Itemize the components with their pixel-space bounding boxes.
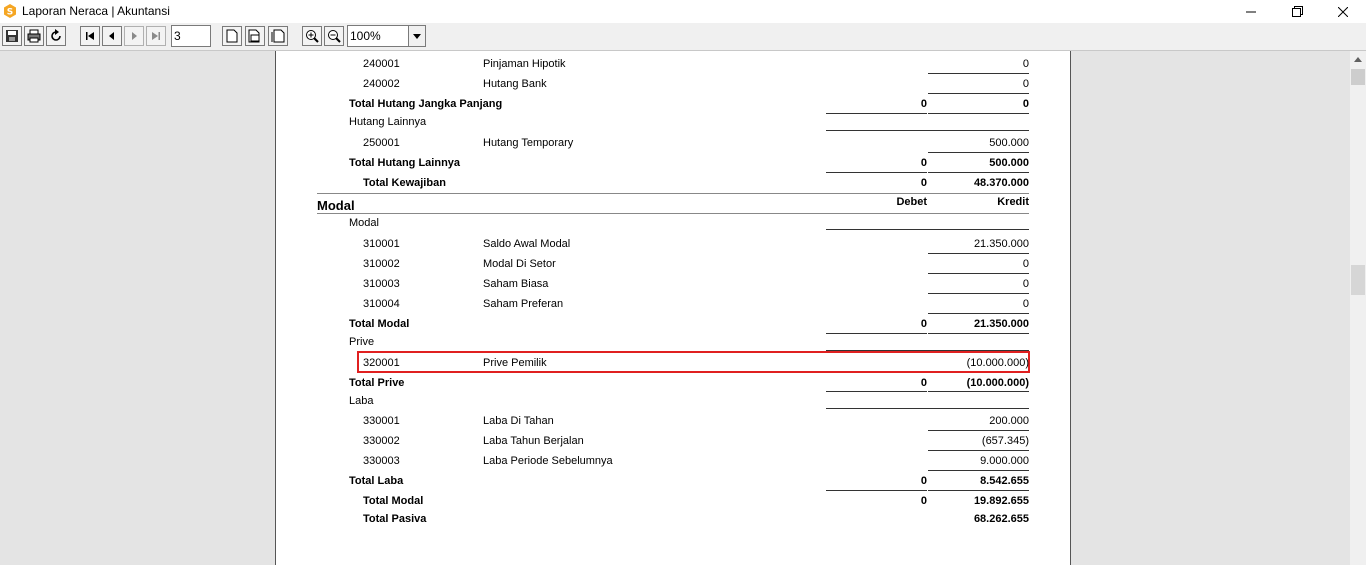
account-name: Laba Tahun Berjalan: [483, 435, 584, 447]
account-code: 240001: [363, 58, 400, 70]
kredit-value: (657.345): [981, 435, 1029, 447]
debet-value: 0: [920, 157, 927, 169]
previous-page-button[interactable]: [102, 26, 122, 46]
account-name: Modal Di Setor: [483, 258, 556, 270]
underline: [928, 172, 1029, 173]
debet-value: 0: [920, 98, 927, 110]
kredit-value: 500.000: [989, 157, 1029, 169]
single-page-button[interactable]: [222, 26, 242, 46]
underline: [928, 93, 1029, 94]
multi-page-button[interactable]: [268, 26, 288, 46]
chevron-down-icon[interactable]: [408, 26, 425, 46]
title-bar: [0, 0, 1366, 23]
save-icon: [5, 29, 19, 43]
debet-value: 0: [920, 495, 927, 507]
total-label: Total Kewajiban: [363, 177, 446, 189]
underline: [826, 113, 927, 114]
close-icon: [1338, 7, 1348, 17]
group-label: Prive: [349, 336, 375, 348]
last-page-icon: [150, 30, 162, 42]
scroll-track-marker: [1351, 265, 1365, 295]
underline: [928, 293, 1029, 294]
zoom-out-icon: [327, 29, 341, 43]
kredit-value: 9.000.000: [980, 455, 1029, 467]
kredit-value: 21.350.000: [973, 238, 1029, 250]
refresh-button[interactable]: [46, 26, 66, 46]
next-page-icon: [128, 30, 140, 42]
underline: [928, 490, 1029, 491]
multi-page-icon: [271, 29, 285, 43]
total-label: Total Modal: [363, 495, 424, 507]
account-code: 320001: [363, 357, 400, 369]
section-divider: [317, 193, 1029, 194]
underline: [928, 313, 1029, 314]
kredit-value: (10.000.000): [966, 377, 1029, 389]
underline: [928, 253, 1029, 254]
underline: [928, 470, 1029, 471]
account-name: Prive Pemilik: [483, 357, 547, 369]
underline: [928, 333, 1029, 334]
kredit-value: (10.000.000): [966, 357, 1029, 369]
underline: [826, 130, 1029, 131]
first-page-icon: [84, 30, 96, 42]
account-code: 310004: [363, 298, 400, 310]
kredit-value: 8.542.655: [980, 475, 1029, 487]
kredit-value: 0: [1022, 278, 1029, 290]
account-code: 250001: [363, 137, 400, 149]
page-number-input[interactable]: 3: [171, 25, 211, 47]
underline: [928, 430, 1029, 431]
scroll-thumb[interactable]: [1351, 69, 1365, 85]
debet-value: 0: [920, 318, 927, 330]
first-page-button[interactable]: [80, 26, 100, 46]
account-code: 310002: [363, 258, 400, 270]
kredit-value: 0: [1022, 258, 1029, 270]
account-name: Laba Di Tahan: [483, 415, 554, 427]
zoom-out-button[interactable]: [324, 26, 344, 46]
debet-value: 0: [920, 475, 927, 487]
kredit-value: 0: [1022, 58, 1029, 70]
section-title: Modal: [317, 198, 355, 213]
print-button[interactable]: [24, 26, 44, 46]
save-button[interactable]: [2, 26, 22, 46]
total-label: Total Hutang Lainnya: [349, 157, 461, 169]
debet-value: 0: [920, 177, 927, 189]
underline: [928, 73, 1029, 74]
underline: [928, 391, 1029, 392]
restore-icon: [1292, 6, 1303, 17]
account-code: 330003: [363, 455, 400, 467]
underline: [826, 391, 927, 392]
page-width-icon: [248, 29, 262, 43]
underline: [928, 113, 1029, 114]
zoom-in-button[interactable]: [302, 26, 322, 46]
account-name: Pinjaman Hipotik: [483, 58, 566, 70]
account-name: Saham Biasa: [483, 278, 549, 290]
zoom-in-icon: [305, 29, 319, 43]
close-button[interactable]: [1320, 0, 1366, 23]
kredit-header: Kredit: [997, 196, 1029, 208]
total-label: Total Prive: [349, 377, 405, 389]
account-code: 330001: [363, 415, 400, 427]
account-code: 310001: [363, 238, 400, 250]
group-label: Laba: [349, 395, 374, 407]
page-width-button[interactable]: [245, 26, 265, 46]
total-label: Total Modal: [349, 318, 410, 330]
app-logo-icon: [3, 4, 17, 18]
kredit-value: 19.892.655: [973, 495, 1029, 507]
minimize-button[interactable]: [1228, 0, 1274, 23]
window-title: Laporan Neraca | Akuntansi: [22, 4, 170, 18]
total-label: Total Pasiva: [363, 513, 427, 525]
section-divider: [317, 213, 1029, 214]
kredit-value: 0: [1022, 78, 1029, 90]
account-name: Saham Preferan: [483, 298, 564, 310]
account-name: Hutang Temporary: [483, 137, 574, 149]
previous-page-icon: [106, 30, 118, 42]
next-page-button[interactable]: [124, 26, 144, 46]
underline: [826, 333, 927, 334]
underline: [826, 490, 927, 491]
account-name: Laba Periode Sebelumnya: [483, 455, 613, 467]
underline: [928, 450, 1029, 451]
kredit-value: 0: [1022, 298, 1029, 310]
account-code: 310003: [363, 278, 400, 290]
debet-header: Debet: [896, 196, 927, 208]
svg-text:S: S: [6, 7, 14, 18]
kredit-value: 68.262.655: [973, 513, 1029, 525]
account-code: 330002: [363, 435, 400, 447]
single-page-icon: [226, 29, 238, 43]
group-label: Hutang Lainnya: [349, 116, 427, 128]
account-code: 240002: [363, 78, 400, 90]
underline: [928, 152, 1029, 153]
vertical-scrollbar[interactable]: [1350, 51, 1366, 565]
printer-icon: [27, 29, 41, 43]
underline: [826, 229, 1029, 230]
kredit-value: 48.370.000: [973, 177, 1029, 189]
debet-value: 0: [920, 377, 927, 389]
kredit-value: 200.000: [989, 415, 1029, 427]
report-viewer: [0, 51, 1350, 565]
underline: [826, 172, 927, 173]
minimize-icon: [1246, 7, 1256, 17]
zoom-select[interactable]: [347, 25, 426, 47]
account-name: Hutang Bank: [483, 78, 547, 90]
restore-button[interactable]: [1274, 0, 1320, 23]
total-label: Total Hutang Jangka Panjang: [349, 98, 503, 110]
account-name: Saldo Awal Modal: [483, 238, 571, 250]
underline: [928, 273, 1029, 274]
group-label: Modal: [349, 217, 379, 229]
total-label: Total Laba: [349, 475, 404, 487]
kredit-value: 21.350.000: [973, 318, 1029, 330]
zoom-value: 100%: [350, 29, 381, 43]
report-toolbar: [0, 23, 1366, 51]
kredit-value: 0: [1022, 98, 1029, 110]
scroll-up-icon[interactable]: [1350, 51, 1366, 67]
underline: [826, 408, 1029, 409]
last-page-button[interactable]: [146, 26, 166, 46]
kredit-value: 500.000: [989, 137, 1029, 149]
refresh-icon: [49, 29, 63, 43]
